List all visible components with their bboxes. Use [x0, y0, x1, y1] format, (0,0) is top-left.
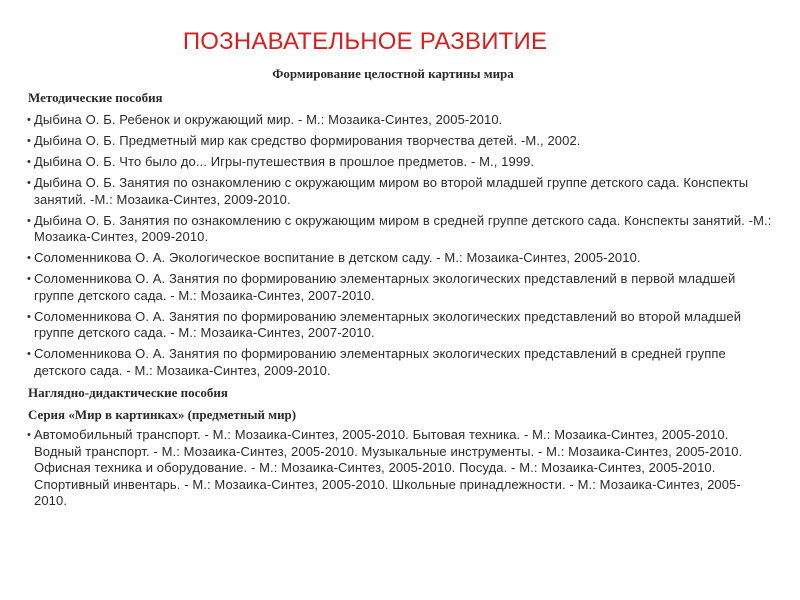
reference-item: [28, 133, 773, 150]
reference-item: [28, 346, 773, 379]
reference-item: [28, 175, 773, 208]
reference-text: Соломенникова О. А. Занятия по формированию элементарных экологических представлений в средней группе детского сада. - М.: Мозаика-Синтез, 2009-2010.: [34, 346, 726, 378]
reference-text: Автомобильный транспорт. - М.: Мозаика-Синтез, 2005-2010. Бытовая техника. - М.: Мозаика-Синтез, 2005-2010. Водный транспорт. - М.: Мозаика-Синтез, 2005-2010. Музыкальные инструменты. - М.: Мозаика-Синтез, 2005-2010. Офисная техника и оборудование. - М.: Мозаика-Синтез, 2005-2010. Посуда. - М.: Мозаика-Синтез, 2005-2010. Спортивный инвентарь. - М.: Мозаика-Синтез, 2005-2010. Школьные принадлежности. - М.: Мозаика-Синтез, 2005-2010.: [34, 427, 743, 508]
slide-title: ПОЗНАВАТЕЛЬНОЕ РАЗВИТИЕ: [182, 28, 548, 55]
bullet-icon: •: [27, 177, 31, 189]
reference-item: [28, 427, 773, 510]
reference-item: [28, 271, 773, 304]
bullet-icon: •: [27, 214, 31, 227]
series-heading: Серия «Мир в картинках» (предметный мир): [28, 407, 297, 422]
bullet-icon: •: [27, 135, 31, 147]
reference-item: [28, 154, 773, 171]
bullet-icon: •: [27, 252, 31, 264]
reference-text: Дыбина О. Б. Что было до... Игры-путешествия в прошлое предметов. - М., 1999.: [34, 154, 535, 169]
reference-item: [28, 213, 773, 246]
methodical-list: [28, 112, 773, 379]
reference-item: [28, 309, 773, 342]
reference-text: Соломенникова О. А. Занятия по формированию элементарных экологических представлений во второй младшей группе детского сада. - М.: Мозаика-Синтез, 2007-2010.: [34, 308, 742, 340]
bullet-icon: •: [27, 273, 31, 285]
bullet-icon: •: [27, 114, 31, 126]
visual-list: [28, 427, 773, 510]
slide-content: [28, 90, 773, 514]
bullet-icon: •: [27, 429, 31, 441]
bullet-icon: •: [27, 156, 31, 168]
reference-text: Дыбина О. Б. Предметный мир как средство формирования творчества детей. -М., 2002.: [34, 133, 581, 148]
reference-text: Соломенникова О. А. Экологическое воспитание в детском саду. - М.: Мозаика-Синтез, 2005-2010.: [34, 250, 641, 265]
methodical-heading: Методические пособия: [28, 90, 163, 105]
bullet-icon: •: [27, 348, 31, 360]
reference-text: Дыбина О. Б. Занятия по ознакомлению с окружающим миром во второй младшей группе детского сада. Конспекты занятий. -М.: Мозаика-Синтез, 2009-2010.: [34, 175, 749, 207]
bullet-icon: •: [27, 310, 31, 323]
visual-heading: Наглядно-дидактические пособия: [28, 385, 228, 400]
reference-item: [28, 112, 773, 129]
slide-subtitle: Формирование целостной картины мира: [272, 66, 514, 81]
reference-text: Дыбина О. Б. Ребенок и окружающий мир. - М.: Мозаика-Синтез, 2005-2010.: [34, 112, 503, 127]
reference-text: Соломенникова О. А. Занятия по формированию элементарных экологических представлений в первой младшей группе детского сада. - М.: Мозаика-Синтез, 2007-2010.: [34, 271, 736, 303]
reference-text: Дыбина О. Б. Занятия по ознакомлению с окружающим миром в средней группе детского сада. Конспекты занятий. -М.: Мозаика-Синтез, 2009-2010.: [34, 212, 772, 244]
reference-item: [28, 250, 773, 267]
